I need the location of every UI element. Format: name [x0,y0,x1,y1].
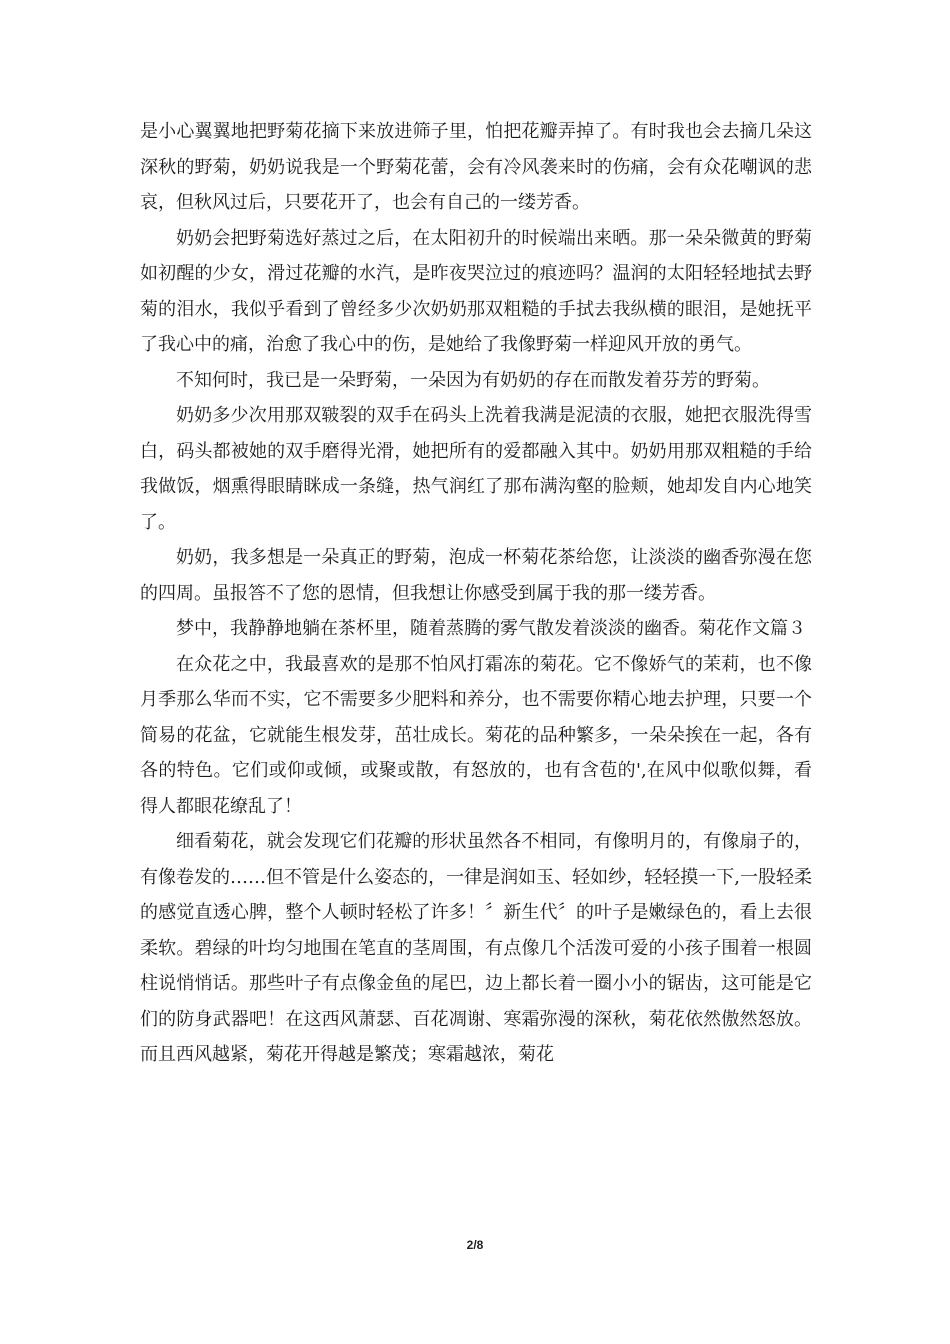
paragraph: 梦中，我静静地躺在茶杯里，随着蒸腾的雾气散发着淡淡的幽香。菊花作文篇３ [176,618,806,639]
paragraph: 奶奶会把野菊选好蒸过之后，在太阳初升的时候端出来晒。那一朵朵微黄的野菊如初醒的少女，滑过花瓣的水汽，是昨夜哭泣过的痕迹吗？温润的太阳轻轻地拭去野菊的泪水，我似乎看到了曾经多少次奶奶那双粗糙的手拭去我纵横的眼泪，是她抚平了我心中的痛，治愈了我心中的伤，是她给了我像野菊一样迎风开放的勇气。 [140,227,812,355]
paragraph: 奶奶多少次用那双皲裂的双手在码头上洗着我满是泥渍的衣服，她把衣服洗得雪白，码头都被她的双手磨得光滑，她把所有的爱都融入其中。奶奶用那双粗糙的手给我做饭，烟熏得眼睛眯成一条缝，热气润红了那布满沟壑的脸颊，她却发自内心地笑了。 [140,405,812,533]
paragraph: 是小心翼翼地把野菊花摘下来放进筛子里，怕把花瓣弄掉了。有时我也会去摘几朵这深秋的野菊，奶奶说我是一个野菊花蕾，会有冷风袭来时的伤痛，会有众花嘲讽的悲哀，但秋风过后，只要花开了，也会有自己的一缕芳香。 [140,121,812,213]
paragraph: 奶奶，我多想是一朵真正的野菊，泡成一杯菊花茶给您，让淡淡的幽香弥漫在您的四周。虽报答不了您的恩情，但我想让你感受到属于我的那一缕芳香。 [140,547,812,604]
page-number: 2/8 [466,1238,484,1252]
paragraph: 不知何时，我已是一朵野菊，一朵因为有奶奶的存在而散发着芬芳的野菊。 [176,369,770,391]
paragraph: 细看菊花，就会发现它们花瓣的形状虽然各不相同，有像明月的，有像扇子的，有像卷发的……但不管是什么姿态的，一律是润如玉、轻如纱，轻轻摸一下,一股轻柔的感觉直透心脾，整个人顿时轻松了许多！〞新生代〞的叶子是嫩绿色的，看上去很柔软。碧绿的叶均匀地围在笔直的茎周围，有点像几个活泼可爱的小孩子围着一根圆柱说悄悄话。那些叶子有点像金鱼的尾巴，边上都长着一圈小小的锯齿，这可能是它们的防身武器吧！在这西风萧瑟、百花凋谢、寒霜弥漫的深秋，菊花依然傲然怒放。而且西风越紧，菊花开得越是繁茂；寒霜越浓，菊花 [140,831,812,1065]
document-body [140,114,812,1073]
paragraph: 在众花之中，我最喜欢的是那不怕风打霜冻的菊花。它不像娇气的茉莉，也不像月季那么华而不实，它不需要多少肥料和养分，也不需要你精心地去护理，只要一个简易的花盆，它就能生根发芽，茁壮成长。菊花的品种繁多，一朵朵挨在一起，各有各的特色。它们或仰或倾，或聚或散，有怒放的，也有含苞的',在风中似歌似舞，看得人都眼花缭乱了！ [140,653,812,817]
